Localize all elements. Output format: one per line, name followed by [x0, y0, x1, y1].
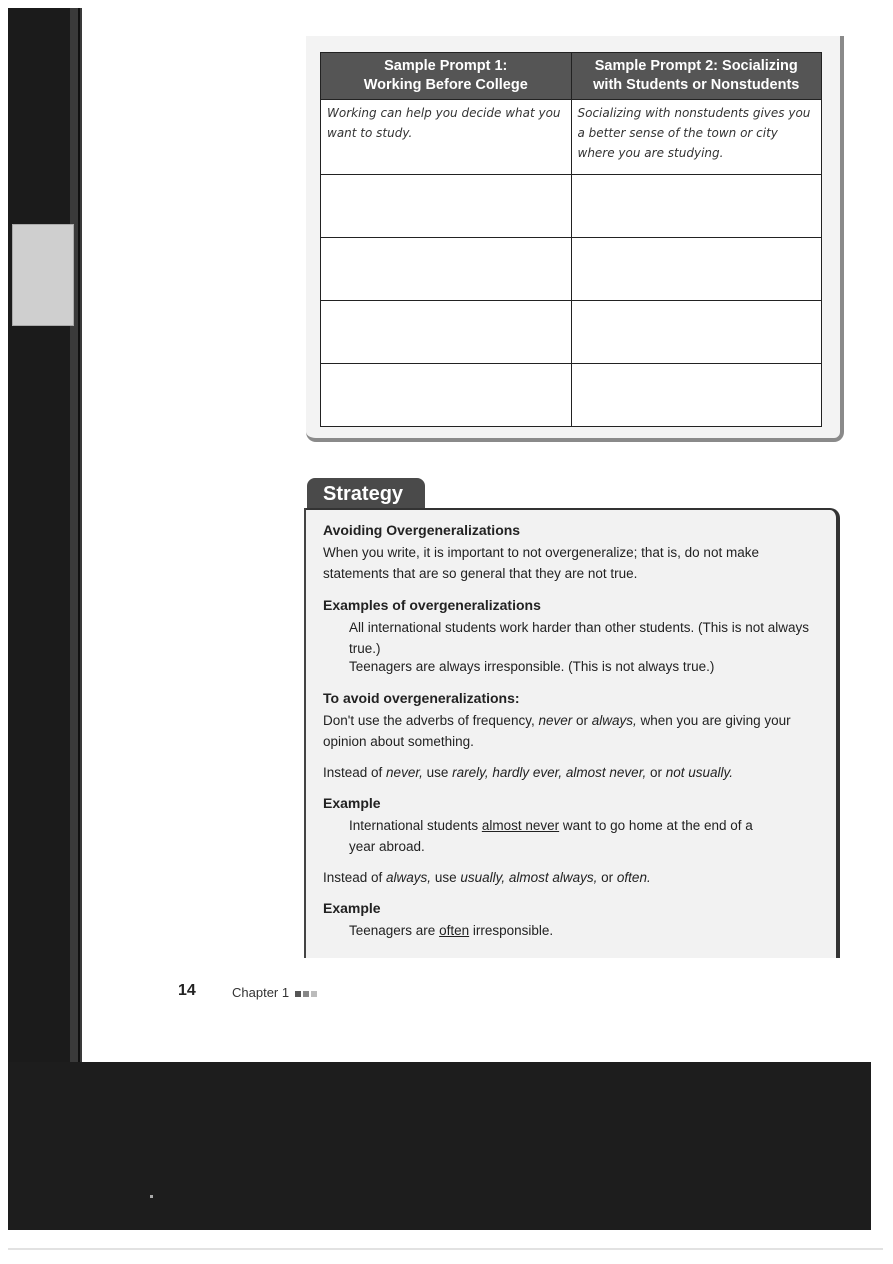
avoid-text-a: Don't use the adverbs of frequency,: [323, 713, 539, 728]
page-number: 14: [178, 982, 196, 999]
strategy-box-left-border: [304, 508, 306, 958]
instead-never-b: never,: [386, 765, 423, 780]
example-label-2: Example: [323, 900, 381, 916]
table-row: [321, 238, 822, 301]
example-1-c: want to go home at the end of a year abroad.: [349, 818, 753, 854]
examples-heading: Examples of overgeneralizations: [323, 597, 541, 613]
example-label-1: Example: [323, 795, 381, 811]
table-row: [321, 364, 822, 427]
avoid-text-never: never: [538, 713, 573, 728]
chapter-square-icon: [311, 991, 317, 997]
scan-bottom-shadow: [8, 1062, 871, 1230]
example-1-underlined: almost never: [481, 818, 560, 833]
table-cell: Socializing with nonstudents gives you a better sense of the town or city where you are studying.: [571, 100, 822, 175]
examples-heading-block: [323, 595, 828, 616]
instead-always-a: Instead of: [323, 870, 387, 885]
example-1-a: International students: [349, 818, 482, 833]
avoid-heading: To avoid overgeneralizations:: [323, 690, 520, 706]
table-cell: [571, 301, 822, 364]
table-cell: [571, 364, 822, 427]
avoid-text: [323, 710, 803, 752]
table-cell: [571, 175, 822, 238]
strategy-heading-block: [323, 520, 828, 541]
header-prompt-1-line2: Working Before College: [363, 77, 528, 93]
avoid-paragraph: [323, 710, 803, 752]
overgeneralization-example-2: [323, 656, 854, 677]
example-2-a: Teenagers are: [349, 923, 440, 938]
instead-always-d: usually, almost always,: [460, 870, 598, 885]
scan-page-edge: [70, 8, 82, 1063]
avoid-text-always: always,: [591, 713, 637, 728]
table-cell: [321, 301, 572, 364]
chapter-square-icon: [303, 991, 309, 997]
instead-never-f: not usually.: [665, 765, 734, 780]
header-prompt-2-line1: Sample Prompt 2: Socializing: [594, 58, 798, 74]
instead-of-always-text: [323, 867, 828, 888]
example-2-underlined: often: [439, 923, 470, 938]
scan-speck: [150, 1195, 153, 1198]
header-prompt-2-line2: with Students or Nonstudents: [593, 77, 800, 93]
instead-of-never: [323, 762, 828, 783]
example-sentence-2-text: [349, 920, 854, 941]
example-2-c: irresponsible.: [469, 923, 554, 938]
chapter-label: Chapter 1: [232, 985, 290, 1000]
instead-always-c: use: [431, 870, 461, 885]
example-1-text: All international students work harder than other students. (This is not always true.): [349, 620, 809, 656]
table-cell: Working can help you decide what you want to study.: [321, 100, 572, 175]
table-row: [321, 175, 822, 238]
example-label-1-block: [323, 793, 828, 814]
tape-strip: [12, 224, 74, 326]
instead-always-b: always,: [386, 870, 432, 885]
table-cell: [321, 364, 572, 427]
table-cell: [571, 238, 822, 301]
prompt-table: [320, 52, 822, 427]
instead-always-f: often.: [616, 870, 651, 885]
example-2-text: Teenagers are always irresponsible. (This is not always true.): [349, 659, 715, 674]
table-row: [321, 100, 822, 175]
strategy-intro-text: When you write, it is important to not overgeneralize; that is, do not make statements that are so general that they are not true.: [323, 545, 759, 581]
chapter-square-icon: [295, 991, 301, 997]
instead-never-a: Instead of: [323, 765, 387, 780]
header-prompt-2: [571, 53, 822, 100]
header-prompt-1: [321, 53, 572, 100]
instead-of-never-text: [323, 762, 828, 783]
strategy-heading: Avoiding Overgeneralizations: [323, 522, 521, 538]
page-edge-line: [78, 8, 80, 1063]
scan-edge-line: [8, 1248, 883, 1250]
overgeneralization-example-1: [323, 617, 828, 659]
instead-of-always: [323, 867, 828, 888]
example-sentence-2: [323, 920, 854, 941]
strategy-intro: [323, 542, 828, 584]
instead-always-e: or: [597, 870, 617, 885]
example-label-2-block: [323, 898, 828, 919]
table-header-row: [321, 53, 822, 100]
avoid-text-c: or: [572, 713, 592, 728]
instead-never-e: or: [646, 765, 666, 780]
instead-never-c: use: [422, 765, 453, 780]
table-cell: [321, 238, 572, 301]
strategy-tab: Strategy: [307, 478, 425, 510]
chapter-label-block: [232, 985, 317, 1000]
table-cell: [321, 175, 572, 238]
header-prompt-1-line1: Sample Prompt 1:: [384, 58, 508, 74]
example-sentence-1: [323, 815, 769, 857]
instead-never-d: rarely, hardly ever, almost never,: [452, 765, 647, 780]
avoid-heading-block: [323, 688, 828, 709]
scan-binding-shadow: [8, 8, 70, 1230]
avoid-text-e: when you are giving your opinion about something.: [323, 713, 791, 749]
table-row: [321, 301, 822, 364]
example-sentence-1-text: [349, 815, 769, 857]
